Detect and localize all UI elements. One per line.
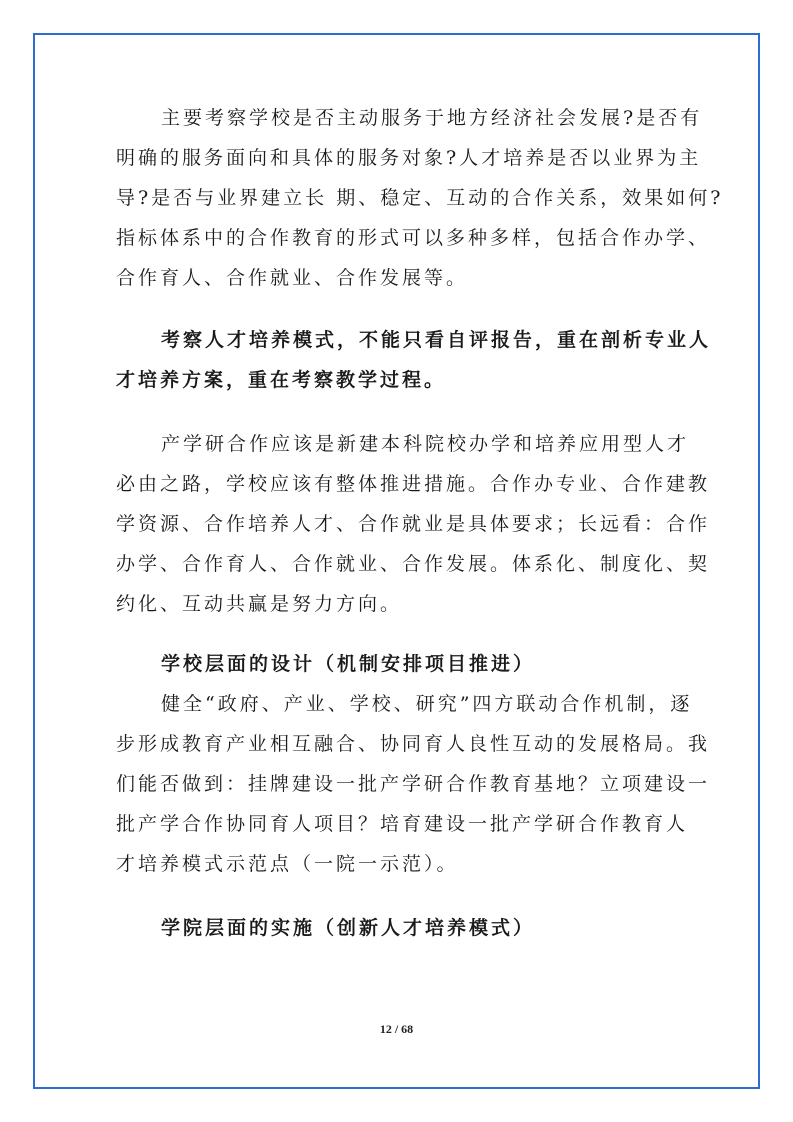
text-line: 们能否做到：挂牌建设一批产学研合作教育基地？立项建设一 <box>116 773 711 795</box>
text-line: 产学研合作应该是新建本科院校办学和培养应用型人才 <box>161 433 690 455</box>
text-line: 明确的服务面向和具体的服务对象?人才培养是否以业界为主 <box>116 147 702 169</box>
text-line: 主要考察学校是否主动服务于地方经济社会发展?是否有 <box>161 107 703 129</box>
text-line: 健全“政府、产业、学校、研究”四方联动合作机制，逐 <box>161 693 693 715</box>
page-number: 12 / 68 <box>379 1022 414 1036</box>
paragraph-industry-cooperation <box>116 424 711 624</box>
heading-text: 学院层面的实施（创新人才培养模式） <box>161 917 536 939</box>
text-line: 指标体系中的合作教育的形式可以多种多样，包括合作办学、 <box>116 227 711 249</box>
text-line: 才培养方案，重在考察教学过程。 <box>116 369 447 391</box>
text-line: 约化、互动共赢是努力方向。 <box>116 593 403 615</box>
text-line: 合作育人、合作就业、合作发展等。 <box>116 267 469 289</box>
text-line: 批产学合作协同育人项目？培育建设一批产学研合作教育人 <box>116 813 689 835</box>
paragraph-training-mode-emphasis <box>116 320 712 400</box>
heading-school-level-design <box>116 644 686 684</box>
text-line: 学资源、合作培养人才、合作就业是具体要求；长远看：合作 <box>116 513 711 535</box>
heading-college-level-implementation <box>116 908 686 948</box>
heading-text: 学校层面的设计（机制安排项目推进） <box>161 653 536 675</box>
text-line: 步形成教育产业相互融合、协同育人良性互动的发展格局。我 <box>116 733 711 755</box>
paragraph-service-evaluation <box>116 98 724 298</box>
text-line: 必由之路，学校应该有整体推进措施。合作办专业、合作建教 <box>116 473 711 495</box>
text-line: 办学、合作育人、合作就业、合作发展。体系化、制度化、契 <box>116 553 711 575</box>
text-line: 考察人才培养模式，不能只看自评报告，重在剖析专业人 <box>161 329 712 351</box>
paragraph-four-party-mechanism <box>116 684 711 884</box>
text-line: 导?是否与业界建立长 期、稳定、互动的合作关系，效果如何? <box>116 187 724 209</box>
text-line: 才培养模式示范点（一院一示范）。 <box>116 853 459 875</box>
